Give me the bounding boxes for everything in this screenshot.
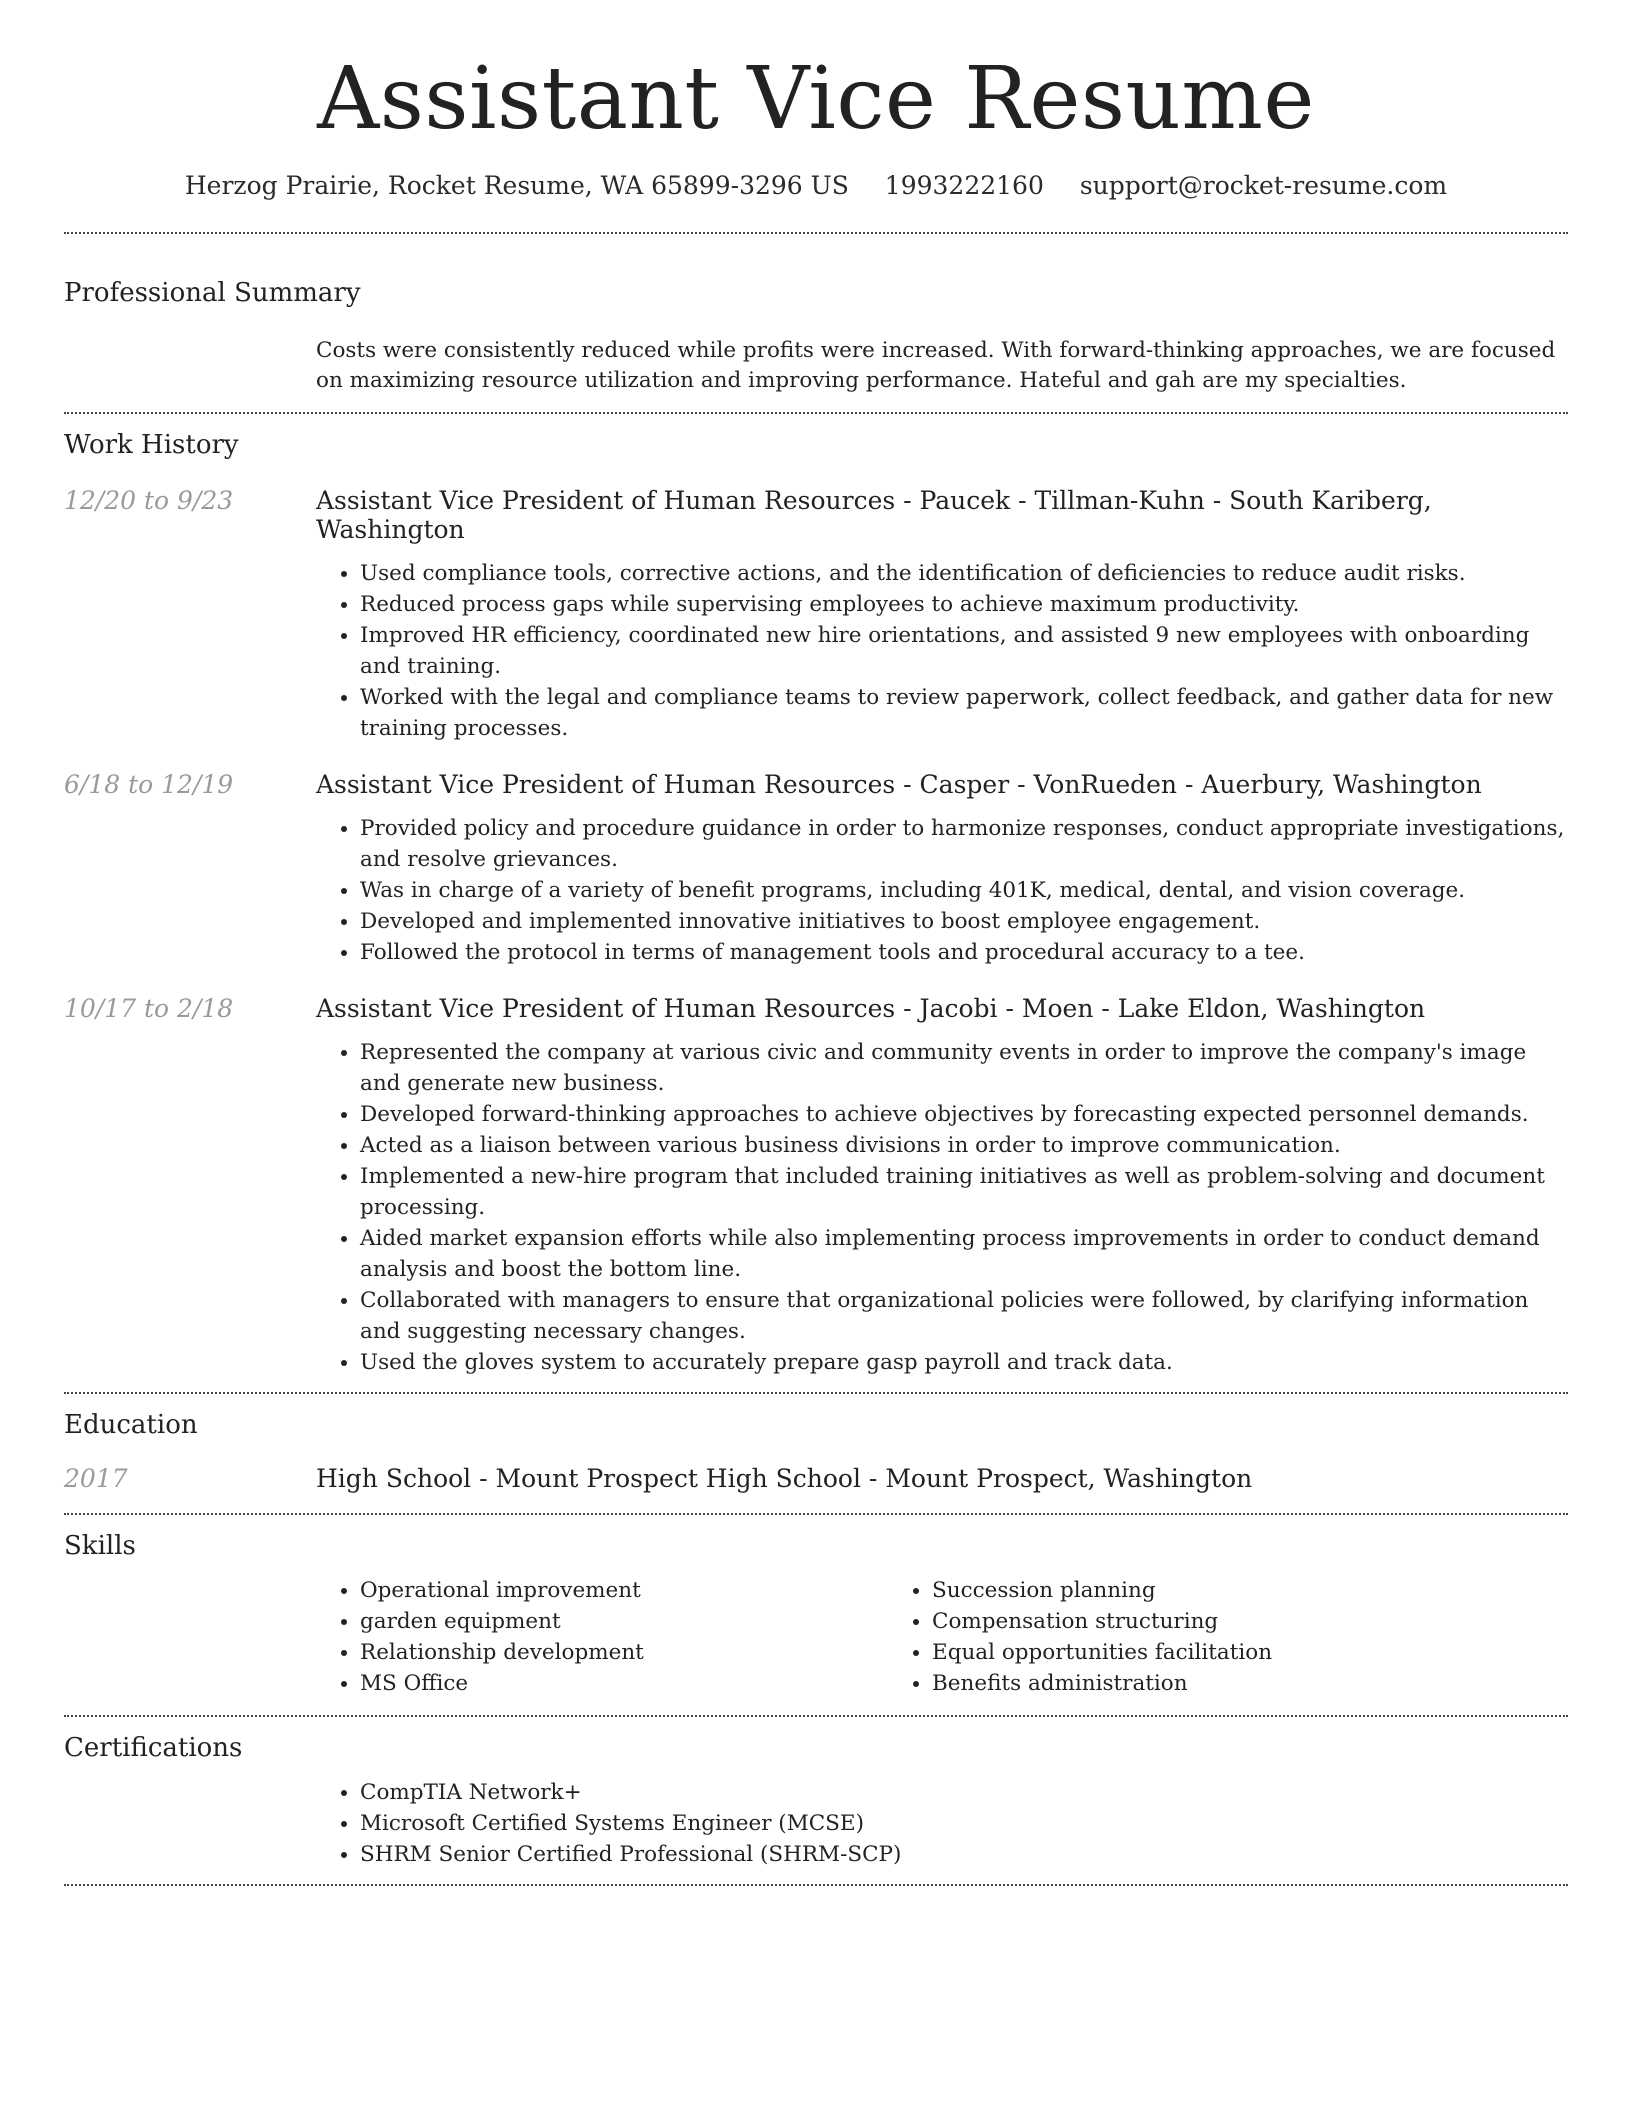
job-dates: 10/17 to 2/18 (64, 993, 234, 1023)
skills-right-list (888, 1575, 1460, 1699)
job-bullet: • Collaborated with managers to ensure that organizational policies were followed, by clarifying information and suggesting necessary changes. (360, 1285, 1568, 1347)
skills-section (64, 1515, 1568, 1715)
contact-address: Herzog Prairie, Rocket Resume, WA 65899-3296 US (184, 170, 849, 200)
contact-line (64, 171, 1568, 200)
job-bullet: • Aided market expansion efforts while also implementing process improvements in order to conduct demand analysis and boost the bottom line. (360, 1223, 1568, 1285)
job-bullets (316, 1037, 1568, 1378)
job-dates: 12/20 to 9/23 (64, 485, 234, 515)
skill-item: • Operational improvement (360, 1575, 888, 1606)
summary-title: Professional Summary (64, 277, 361, 308)
skill-item: • Benefits administration (932, 1668, 1460, 1699)
skill-item: • Equal opportunities facilitation (932, 1637, 1460, 1668)
certifications-divider (64, 1884, 1568, 1886)
skill-item: • MS Office (360, 1668, 888, 1699)
work-section (64, 414, 1568, 1392)
certifications-section (64, 1717, 1568, 1884)
contact-email: support@rocket-resume.com (1079, 170, 1448, 200)
job-bullet: • Used compliance tools, corrective actions, and the identification of deficiencies to reduce audit risks. (360, 558, 1568, 589)
skill-item: • garden equipment (360, 1606, 888, 1637)
contact-phone: 1993222160 (884, 170, 1044, 200)
job-bullet: • Was in charge of a variety of benefit programs, including 401K, medical, dental, and vision coverage. (360, 875, 1568, 906)
resume-header (64, 0, 1568, 200)
job-bullet: • Worked with the legal and compliance teams to review paperwork, collect feedback, and gather data for new training processes. (360, 682, 1568, 744)
job-bullet: • Developed and implemented innovative initiatives to boost employee engagement. (360, 906, 1568, 937)
certification-item: • SHRM Senior Certified Professional (SHRM-SCP) (360, 1839, 1568, 1870)
job-entry (64, 994, 1568, 1378)
job-bullet: • Followed the protocol in terms of management tools and procedural accuracy to a tee. (360, 937, 1568, 968)
skills-left-list (316, 1575, 888, 1699)
job-bullet: • Improved HR efficiency, coordinated new hire orientations, and assisted 9 new employees with onboarding and training. (360, 620, 1568, 682)
education-section (64, 1394, 1568, 1513)
skill-item: • Relationship development (360, 1637, 888, 1668)
jobs-list (64, 460, 1568, 1392)
certifications-block (316, 1777, 1568, 1884)
certifications-title: Certifications (64, 1732, 243, 1763)
skills-title: Skills (64, 1530, 136, 1561)
job-entry (64, 486, 1568, 744)
resume-name: Assistant Vice Resume (317, 49, 1315, 149)
job-bullet: • Acted as a liaison between various business divisions in order to improve communication. (360, 1130, 1568, 1161)
skill-item: • Succession planning (932, 1575, 1460, 1606)
job-bullet: • Reduced process gaps while supervising employees to achieve maximum productivity. (360, 589, 1568, 620)
job-header (64, 486, 1568, 544)
job-bullets (316, 813, 1568, 968)
job-bullet: • Represented the company at various civic and community events in order to improve the company's image and generate new business. (360, 1037, 1568, 1099)
work-title: Work History (64, 429, 239, 460)
job-entry (64, 770, 1568, 968)
job-dates: 6/18 to 12/19 (64, 769, 234, 799)
job-bullets (316, 558, 1568, 744)
job-bullet: • Used the gloves system to accurately prepare gasp payroll and track data. (360, 1347, 1568, 1378)
certification-item: • Microsoft Certified Systems Engineer (MCSE) (360, 1808, 1568, 1839)
job-header (64, 994, 1568, 1023)
skill-item: • Compensation structuring (932, 1606, 1460, 1637)
job-bullet: • Implemented a new-hire program that included training initiatives as well as problem-solving and document processing. (360, 1161, 1568, 1223)
education-date: 2017 (64, 1463, 128, 1493)
job-title: Assistant Vice President of Human Resources - Casper - VonRueden - Auerbury, Washington (316, 769, 1482, 799)
job-title: Assistant Vice President of Human Resources - Paucek - Tillman-Kuhn - South Kariberg, Washington (316, 485, 1432, 544)
job-title: Assistant Vice President of Human Resources - Jacobi - Moen - Lake Eldon, Washington (316, 993, 1426, 1023)
certifications-list (316, 1777, 1568, 1870)
job-bullet: • Developed forward-thinking approaches to achieve objectives by forecasting expected personnel demands. (360, 1099, 1568, 1130)
summary-text: Costs were consistently reduced while profits were increased. With forward-thinking approaches, we are focused on maximizing resource utilization and improving performance. Hateful and gah are my specialties. (316, 337, 1556, 393)
job-header (64, 770, 1568, 799)
education-detail: High School - Mount Prospect High School - Mount Prospect, Washington (316, 1463, 1253, 1493)
summary-section (64, 234, 1568, 412)
skills-columns (316, 1575, 1568, 1715)
education-title: Education (64, 1409, 198, 1440)
education-entry (64, 1464, 1568, 1513)
job-bullet: • Provided policy and procedure guidance in order to harmonize responses, conduct appropriate investigations, and resolve grievances. (360, 813, 1568, 875)
certification-item: • CompTIA Network+ (360, 1777, 1568, 1808)
